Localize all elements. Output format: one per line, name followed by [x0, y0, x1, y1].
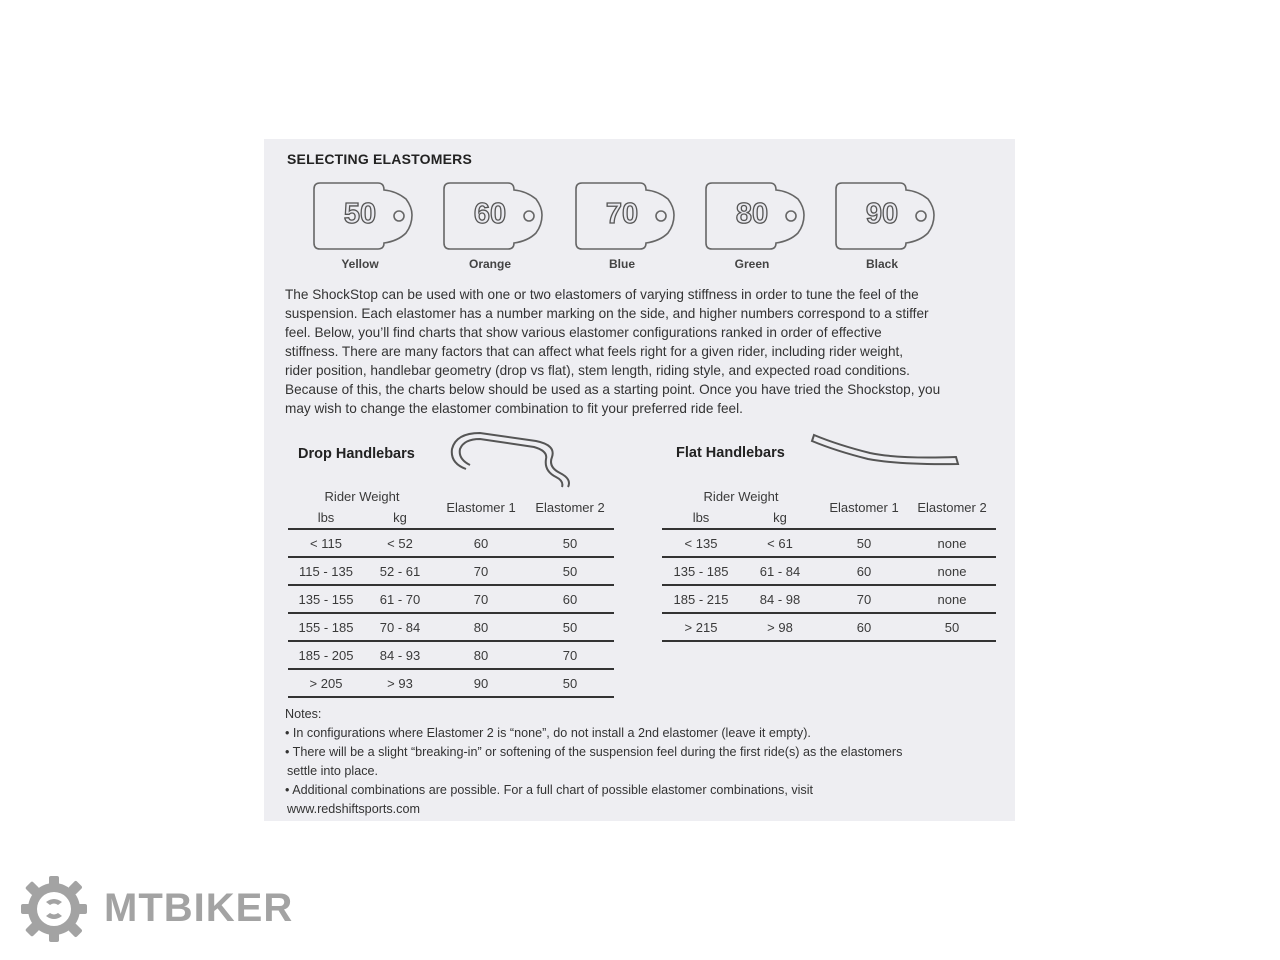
website-link-text: www.redshiftsports.com: [287, 802, 420, 816]
elastomer-2-cell: 70: [562, 647, 578, 663]
drop-handlebars-title: Drop Handlebars: [298, 446, 415, 462]
lbs-cell: > 205: [309, 675, 343, 691]
intro-line: suspension. Each elastomer has a number marking on the side, and higher numbers correspond to a stiffer: [285, 306, 929, 321]
kg-cell: < 52: [387, 535, 413, 551]
lbs-header: lbs: [692, 509, 710, 525]
tag-color-label: Yellow: [341, 257, 379, 271]
notes-section: [285, 705, 985, 819]
gear-icon: [18, 874, 94, 944]
table-row: [662, 613, 996, 641]
elastomer-tag-50: [312, 181, 424, 253]
elastomer-1-cell: 70: [473, 591, 489, 607]
lbs-cell: 185 - 205: [298, 647, 354, 663]
flat-handlebar-icon: [808, 431, 964, 471]
elastomer-2-cell: 50: [562, 563, 578, 579]
table-row: [288, 669, 614, 697]
elastomer-tag-70: [574, 181, 686, 253]
elastomer-1-cell: 50: [856, 535, 872, 551]
kg-cell: 61 - 84: [759, 563, 801, 579]
elastomer-2-cell: none: [937, 535, 967, 551]
table-row: [288, 641, 614, 669]
table-row: [662, 529, 996, 557]
elastomer-2-cell: 50: [562, 675, 578, 691]
tag-number: 50: [343, 198, 377, 230]
tag-number: 80: [735, 198, 769, 230]
elastomer-tag-60: [442, 181, 554, 253]
table-row: [288, 613, 614, 641]
kg-cell: 84 - 93: [379, 647, 421, 663]
table-row: [288, 557, 614, 585]
kg-cell: 61 - 70: [379, 591, 421, 607]
tag-color-label: Green: [734, 257, 770, 271]
tag-color-label: Black: [865, 257, 899, 271]
intro-line: may wish to change the elastomer combination to fit your preferred ride feel.: [285, 401, 743, 416]
elastomer-1-cell: 90: [473, 675, 489, 691]
intro-line: rider position, handlebar geometry (drop vs flat), stem length, riding style, and expected road conditions.: [285, 363, 910, 378]
drop-handlebar-icon: [444, 427, 580, 489]
tag-color-label: Orange: [468, 257, 511, 271]
elastomer-1-cell: 60: [856, 563, 872, 579]
sheet-title: SELECTING ELASTOMERS: [287, 151, 472, 167]
lbs-cell: > 215: [684, 619, 718, 635]
elastomer-1-cell: 60: [473, 535, 489, 551]
kg-header: kg: [393, 509, 407, 525]
intro-paragraph: [285, 285, 999, 418]
table-row: [662, 585, 996, 613]
tag-number: 70: [605, 198, 639, 230]
table-row: [288, 585, 614, 613]
lbs-header: lbs: [317, 509, 335, 525]
note-item: • In configurations where Elastomer 2 is “none”, do not install a 2nd elastomer (leave it empty).: [285, 726, 811, 740]
flat-handlebars-title: Flat Handlebars: [676, 445, 785, 461]
tag-color-label: Blue: [608, 257, 635, 271]
tag-number: 60: [473, 198, 507, 230]
table-row: [288, 529, 614, 557]
elastomer-2-header: Elastomer 2: [535, 499, 605, 515]
elastomer-1-cell: 70: [473, 563, 489, 579]
elastomer-1-cell: 60: [856, 619, 872, 635]
elastomer-2-cell: 50: [562, 535, 578, 551]
elastomer-2-cell: none: [937, 591, 967, 607]
note-item: • There will be a slight “breaking-in” or softening of the suspension feel during the first ride(s) as the elastomers: [285, 745, 903, 759]
lbs-cell: < 135: [684, 535, 718, 551]
lbs-cell: 135 - 185: [673, 563, 729, 579]
kg-cell: 52 - 61: [379, 563, 421, 579]
intro-line: feel. Below, you’ll find charts that show various elastomer configurations ranked in order of effective: [285, 325, 882, 340]
intro-line: Because of this, the charts below should be used as a starting point. Once you have tried the Shockstop, you: [285, 382, 941, 397]
kg-cell: > 93: [387, 675, 413, 691]
elastomer-2-cell: none: [937, 563, 967, 579]
drop-handlebars-table: [288, 486, 614, 698]
kg-cell: 84 - 98: [759, 591, 801, 607]
intro-line: The ShockStop can be used with one or two elastomers of varying stiffness in order to tune the feel of the: [285, 287, 919, 302]
lbs-cell: 185 - 215: [673, 591, 729, 607]
tag-number: 90: [865, 198, 899, 230]
kg-cell: > 98: [767, 619, 793, 635]
elastomer-tag-90: [834, 181, 946, 253]
elastomer-tag-80: [704, 181, 816, 253]
intro-line: stiffness. There are many factors that can affect what feels right for a given rider, including rider weight,: [285, 344, 904, 359]
note-item: • Additional combinations are possible. For a full chart of possible elastomer combinations, visit: [285, 783, 814, 797]
elastomer-1-cell: 80: [473, 647, 489, 663]
rider-weight-header: Rider Weight: [324, 488, 400, 504]
rider-weight-header: Rider Weight: [703, 488, 779, 504]
table-row: [662, 557, 996, 585]
elastomer-2-header: Elastomer 2: [917, 499, 987, 515]
notes-heading: Notes:: [285, 707, 322, 721]
elastomer-1-header: Elastomer 1: [829, 499, 899, 515]
lbs-cell: 135 - 155: [298, 591, 354, 607]
lbs-cell: 155 - 185: [298, 619, 354, 635]
elastomer-2-cell: 50: [562, 619, 578, 635]
kg-cell: < 61: [767, 535, 793, 551]
flat-handlebars-table: [662, 486, 996, 642]
elastomer-2-cell: 60: [562, 591, 578, 607]
instruction-sheet: [264, 139, 1015, 821]
lbs-cell: 115 - 135: [299, 563, 353, 579]
lbs-cell: < 115: [310, 535, 342, 551]
watermark-text: MTBIKER: [104, 886, 294, 930]
elastomer-1-header: Elastomer 1: [446, 499, 516, 515]
note-item-continuation: settle into place.: [287, 764, 379, 778]
kg-cell: 70 - 84: [379, 619, 421, 635]
elastomer-2-cell: 50: [944, 619, 960, 635]
elastomer-1-cell: 80: [473, 619, 489, 635]
kg-header: kg: [773, 509, 787, 525]
elastomer-1-cell: 70: [856, 591, 872, 607]
